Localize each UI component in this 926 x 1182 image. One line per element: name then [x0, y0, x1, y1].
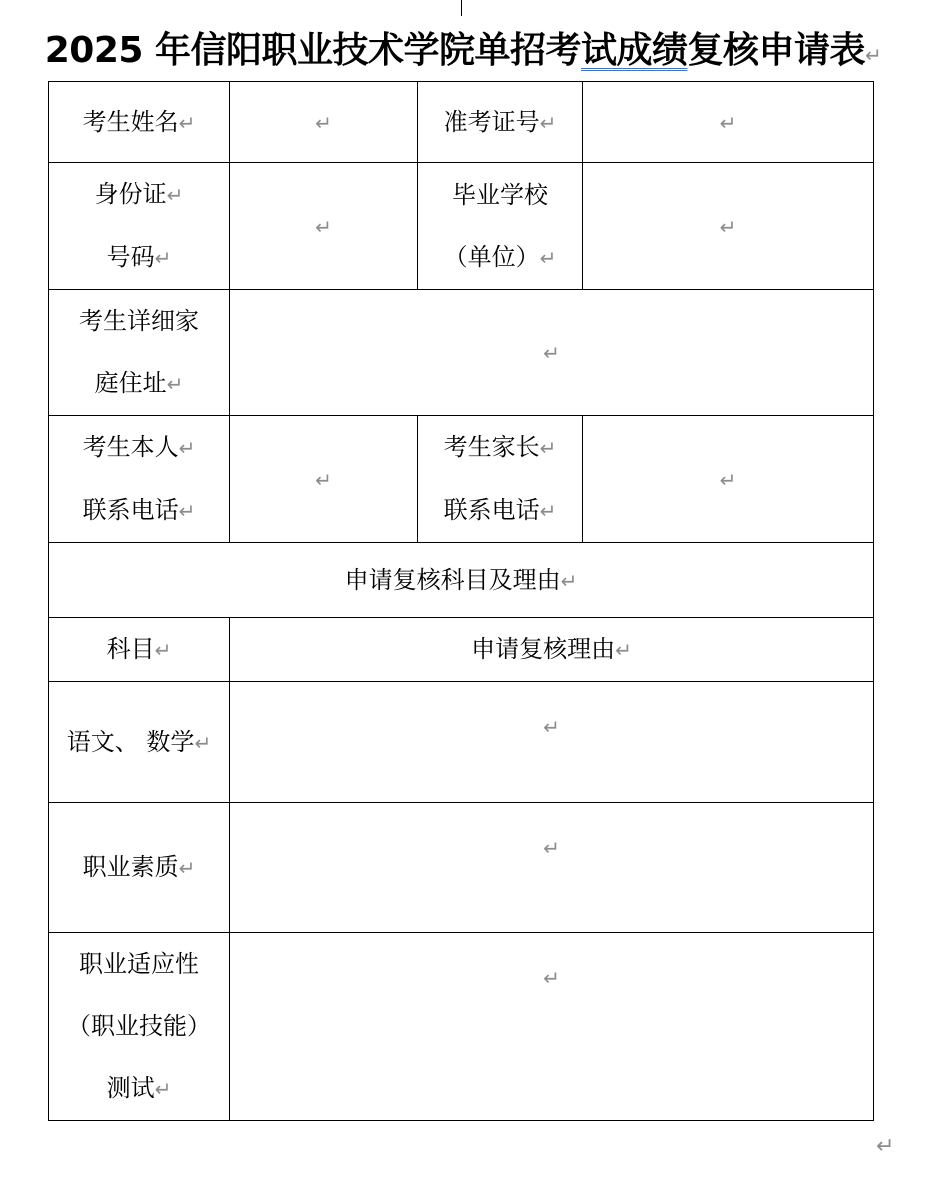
cell-address-label [49, 290, 230, 416]
paragraph-mark-icon: ↵ [315, 467, 332, 492]
name-label: 考生姓名 [82, 107, 179, 136]
row-id-school [49, 163, 874, 290]
row-subject-vocational-quality [49, 803, 874, 933]
school-input-cell[interactable] [583, 163, 874, 290]
section-heading: 申请复核科目及理由 [344, 565, 561, 594]
subject-2-reason-input[interactable] [230, 803, 874, 933]
subject-header-cell [49, 618, 230, 682]
row-name-exam-no [49, 82, 874, 163]
subject-3-label-line3: 测试 [106, 1074, 155, 1102]
row-column-headers [49, 618, 874, 682]
paragraph-mark-icon: ↵ [543, 341, 560, 365]
subject-3-reason-input[interactable] [230, 933, 874, 1121]
name-input-cell[interactable] [230, 82, 418, 163]
title-tail: 复核申请表 [687, 30, 865, 71]
row-subject-vocational-aptitude [49, 933, 874, 1121]
subject-1-cell [49, 682, 230, 803]
id-label-line2: 号码 [106, 243, 155, 271]
section-heading-cell [49, 543, 874, 618]
paragraph-mark-icon: ↵ [615, 638, 632, 662]
subject-2-label: 职业素质 [82, 853, 179, 881]
paragraph-mark-icon: ↵ [543, 836, 560, 860]
paragraph-mark-icon: ↵ [719, 214, 737, 239]
paragraph-mark-icon: ↵ [719, 110, 737, 135]
address-input-cell[interactable] [230, 290, 874, 416]
paragraph-mark-icon: ↵ [539, 245, 557, 270]
paragraph-mark-icon: ↵ [315, 214, 332, 239]
row-phones [49, 416, 874, 543]
paragraph-mark-icon: ↵ [154, 246, 172, 270]
paragraph-mark-icon: ↵ [865, 43, 882, 67]
paragraph-mark-icon: ↵ [166, 183, 184, 207]
id-number-input-cell[interactable] [230, 163, 418, 290]
text-cursor [461, 0, 462, 16]
school-label-line1: 毕业学校 [452, 180, 548, 209]
parent-phone-input-cell[interactable] [583, 416, 874, 543]
paragraph-mark-icon: ↵ [154, 638, 172, 662]
end-paragraph-mark-icon: ↵ [876, 1134, 895, 1159]
subject-3-cell [49, 933, 230, 1121]
paragraph-mark-icon: ↵ [543, 715, 560, 739]
id-label-line1: 身份证 [94, 180, 167, 208]
review-application-form [48, 81, 874, 1121]
paragraph-mark-icon: ↵ [194, 730, 212, 755]
paragraph-mark-icon: ↵ [178, 110, 196, 135]
self-phone-label-line1: 考生本人 [82, 433, 179, 461]
subject-1-reason-input[interactable] [230, 682, 874, 803]
subject-3-label-line1: 职业适应性 [79, 950, 199, 978]
paragraph-mark-icon: ↵ [315, 110, 332, 135]
cell-parent-phone-label [418, 416, 583, 543]
cell-id-label [49, 163, 230, 290]
address-label-line1: 考生详细家 [79, 307, 199, 335]
row-subject-chinese-math [49, 682, 874, 803]
paragraph-mark-icon: ↵ [719, 467, 737, 492]
paragraph-mark-icon: ↵ [539, 436, 557, 460]
paragraph-mark-icon: ↵ [543, 966, 560, 990]
paragraph-mark-icon: ↵ [178, 499, 196, 523]
cell-school-label [418, 163, 583, 290]
paragraph-mark-icon: ↵ [154, 1077, 172, 1101]
reason-header: 申请复核理由 [471, 635, 616, 663]
paragraph-mark-icon: ↵ [166, 372, 184, 396]
paragraph-mark-icon: ↵ [539, 499, 557, 523]
paragraph-mark-icon: ↵ [560, 568, 578, 593]
title-main: 2025 年信阳职业技术学院单招考 [44, 30, 581, 71]
cell-exam-no-label [418, 82, 583, 163]
subject-2-cell [49, 803, 230, 933]
row-section-heading [49, 543, 874, 618]
paragraph-mark-icon: ↵ [178, 856, 196, 880]
reason-header-cell [230, 618, 874, 682]
row-address [49, 290, 874, 416]
exam-no-input-cell[interactable] [583, 82, 874, 163]
address-label-line2: 庭住址 [94, 369, 167, 397]
exam-no-label: 准考证号 [443, 107, 540, 136]
paragraph-mark-icon: ↵ [539, 110, 557, 135]
parent-phone-label-line2: 联系电话 [443, 496, 540, 524]
self-phone-label-line2: 联系电话 [82, 496, 179, 524]
self-phone-input-cell[interactable] [230, 416, 418, 543]
school-label-line2: （单位） [443, 242, 540, 271]
subject-header: 科目 [106, 635, 155, 663]
parent-phone-label-line1: 考生家长 [443, 433, 540, 461]
page-title [0, 28, 926, 78]
paragraph-mark-icon: ↵ [178, 436, 196, 460]
cell-name-label [49, 82, 230, 163]
title-underlined-segment: 试成绩 [580, 30, 688, 71]
cell-self-phone-label [49, 416, 230, 543]
subject-1-label: 语文、 数学 [66, 727, 195, 756]
subject-3-label-line2: （职业技能） [67, 1012, 211, 1040]
